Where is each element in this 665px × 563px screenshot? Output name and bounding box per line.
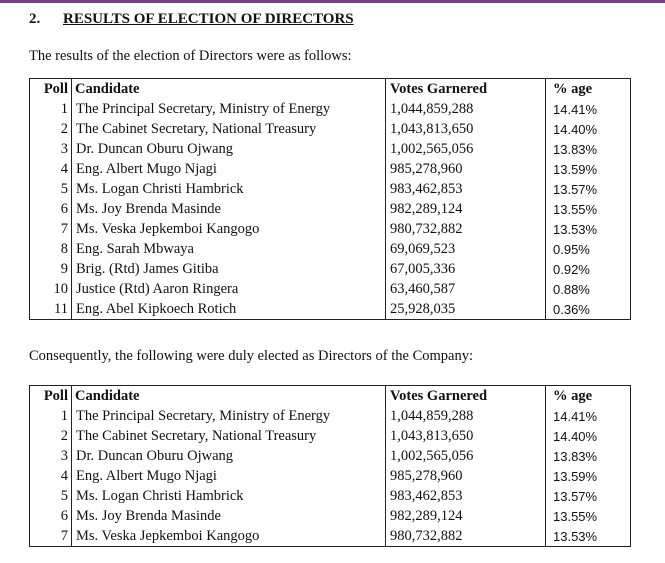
- candidate-cell: Ms. Joy Brenda Masinde: [72, 199, 386, 219]
- poll-number-cell: 7: [30, 526, 72, 547]
- votes-cell: 1,044,859,288: [386, 406, 546, 426]
- poll-number-cell: 2: [30, 426, 72, 446]
- top-border-rule: [0, 0, 665, 3]
- votes-cell: 983,462,853: [386, 486, 546, 506]
- poll-number-cell: 5: [30, 179, 72, 199]
- table-row: [30, 259, 631, 279]
- percentage-cell: 14.41%: [546, 406, 631, 426]
- table-row: [30, 179, 631, 199]
- percentage-cell: 13.59%: [546, 466, 631, 486]
- candidate-cell: The Principal Secretary, Ministry of Energy: [72, 99, 386, 119]
- votes-cell: 980,732,882: [386, 526, 546, 547]
- percentage-cell: 13.55%: [546, 199, 631, 219]
- percentage-cell: 13.53%: [546, 219, 631, 239]
- table-row: [30, 299, 631, 320]
- poll-number-cell: 10: [30, 279, 72, 299]
- table-header-row: [30, 386, 631, 407]
- votes-header: Votes Garnered: [386, 79, 546, 100]
- votes-cell: 1,043,813,650: [386, 426, 546, 446]
- section-heading: [29, 11, 354, 28]
- votes-cell: 982,289,124: [386, 199, 546, 219]
- percentage-header: % age: [546, 386, 631, 407]
- candidate-cell: The Cabinet Secretary, National Treasury: [72, 119, 386, 139]
- votes-cell: 67,005,336: [386, 259, 546, 279]
- votes-cell: 63,460,587: [386, 279, 546, 299]
- table-row: [30, 526, 631, 547]
- votes-cell: 1,002,565,056: [386, 139, 546, 159]
- votes-cell: 985,278,960: [386, 466, 546, 486]
- percentage-cell: 13.59%: [546, 159, 631, 179]
- table-row: [30, 426, 631, 446]
- poll-header: Poll: [30, 386, 72, 407]
- votes-cell: 983,462,853: [386, 179, 546, 199]
- candidate-cell: Ms. Logan Christi Hambrick: [72, 179, 386, 199]
- candidate-cell: Brig. (Rtd) James Gitiba: [72, 259, 386, 279]
- results-body: [30, 99, 631, 320]
- candidate-cell: The Principal Secretary, Ministry of Energy: [72, 406, 386, 426]
- percentage-cell: 0.95%: [546, 239, 631, 259]
- candidate-cell: The Cabinet Secretary, National Treasury: [72, 426, 386, 446]
- poll-number-cell: 1: [30, 406, 72, 426]
- poll-number-cell: 6: [30, 506, 72, 526]
- candidate-cell: Ms. Veska Jepkemboi Kangogo: [72, 219, 386, 239]
- candidate-cell: Ms. Joy Brenda Masinde: [72, 506, 386, 526]
- candidate-cell: Ms. Logan Christi Hambrick: [72, 486, 386, 506]
- table-row: [30, 279, 631, 299]
- candidate-cell: Eng. Albert Mugo Njagi: [72, 466, 386, 486]
- votes-cell: 69,069,523: [386, 239, 546, 259]
- table-header-row: [30, 79, 631, 100]
- candidate-cell: Eng. Albert Mugo Njagi: [72, 159, 386, 179]
- poll-number-cell: 7: [30, 219, 72, 239]
- poll-number-cell: 4: [30, 466, 72, 486]
- percentage-cell: 14.41%: [546, 99, 631, 119]
- percentage-cell: 13.57%: [546, 486, 631, 506]
- poll-number-cell: 6: [30, 199, 72, 219]
- percentage-cell: 13.83%: [546, 139, 631, 159]
- percentage-cell: 13.53%: [546, 526, 631, 547]
- table-row: [30, 219, 631, 239]
- poll-number-cell: 8: [30, 239, 72, 259]
- table-row: [30, 139, 631, 159]
- election-results-table: [29, 78, 631, 320]
- votes-cell: 1,044,859,288: [386, 99, 546, 119]
- table-row: [30, 466, 631, 486]
- candidate-cell: Eng. Sarah Mbwaya: [72, 239, 386, 259]
- candidate-cell: Eng. Abel Kipkoech Rotich: [72, 299, 386, 320]
- table-row: [30, 159, 631, 179]
- votes-cell: 980,732,882: [386, 219, 546, 239]
- poll-number-cell: 4: [30, 159, 72, 179]
- table-row: [30, 239, 631, 259]
- percentage-cell: 13.57%: [546, 179, 631, 199]
- poll-number-cell: 2: [30, 119, 72, 139]
- poll-number-cell: 3: [30, 446, 72, 466]
- percentage-cell: 13.55%: [546, 506, 631, 526]
- candidate-cell: Ms. Veska Jepkemboi Kangogo: [72, 526, 386, 547]
- elected-body: [30, 406, 631, 547]
- percentage-cell: 14.40%: [546, 119, 631, 139]
- percentage-cell: 13.83%: [546, 446, 631, 466]
- votes-header: Votes Garnered: [386, 386, 546, 407]
- elected-directors-table: [29, 385, 631, 547]
- percentage-cell: 0.88%: [546, 279, 631, 299]
- votes-cell: 1,043,813,650: [386, 119, 546, 139]
- votes-cell: 25,928,035: [386, 299, 546, 320]
- poll-number-cell: 11: [30, 299, 72, 320]
- candidate-header: Candidate: [72, 386, 386, 407]
- candidate-cell: Dr. Duncan Oburu Ojwang: [72, 139, 386, 159]
- candidate-cell: Justice (Rtd) Aaron Ringera: [72, 279, 386, 299]
- poll-number-cell: 5: [30, 486, 72, 506]
- percentage-header: % age: [546, 79, 631, 100]
- poll-number-cell: 3: [30, 139, 72, 159]
- intro-paragraph: The results of the election of Directors were as follows:: [29, 48, 352, 64]
- table-row: [30, 486, 631, 506]
- poll-number-cell: 1: [30, 99, 72, 119]
- elected-paragraph: Consequently, the following were duly elected as Directors of the Company:: [29, 348, 474, 364]
- candidate-cell: Dr. Duncan Oburu Ojwang: [72, 446, 386, 466]
- table-row: [30, 99, 631, 119]
- percentage-cell: 14.40%: [546, 426, 631, 446]
- section-title: RESULTS OF ELECTION OF DIRECTORS: [63, 11, 354, 27]
- votes-cell: 985,278,960: [386, 159, 546, 179]
- votes-cell: 1,002,565,056: [386, 446, 546, 466]
- section-number: 2.: [29, 11, 41, 27]
- table-row: [30, 119, 631, 139]
- table-row: [30, 506, 631, 526]
- table-row: [30, 199, 631, 219]
- poll-header: Poll: [30, 79, 72, 100]
- candidate-header: Candidate: [72, 79, 386, 100]
- percentage-cell: 0.92%: [546, 259, 631, 279]
- percentage-cell: 0.36%: [546, 299, 631, 320]
- poll-number-cell: 9: [30, 259, 72, 279]
- votes-cell: 982,289,124: [386, 506, 546, 526]
- table-row: [30, 446, 631, 466]
- table-row: [30, 406, 631, 426]
